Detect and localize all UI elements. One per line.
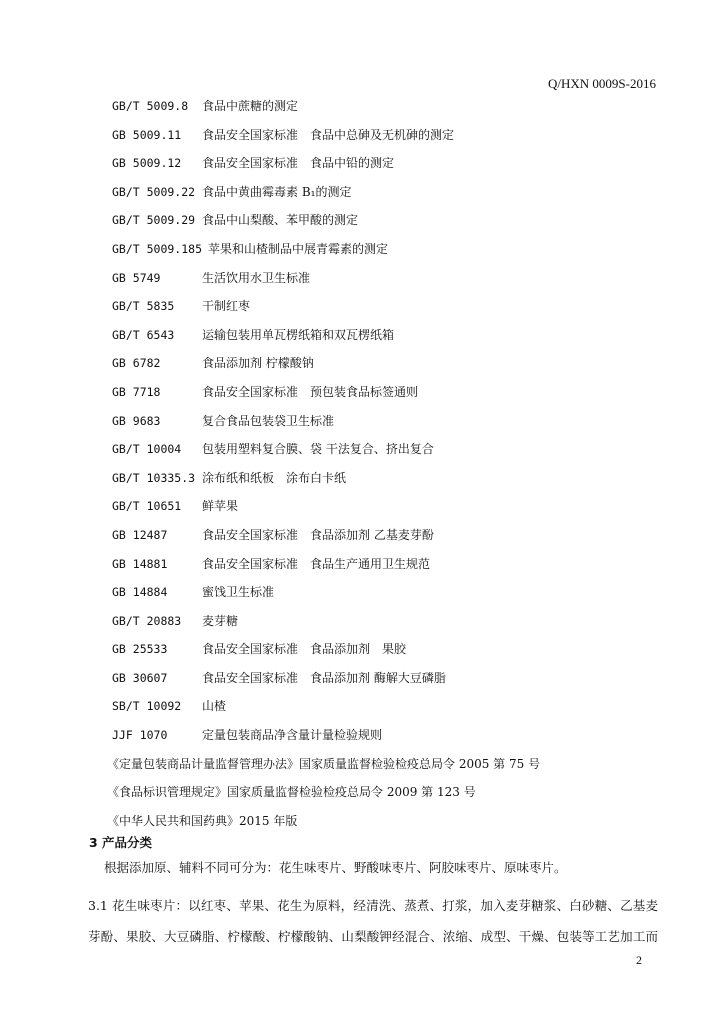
paragraph-line: 3.1 花生味枣片：以红枣、苹果、花生为原料，经清洗、蒸煮、打浆，加入麦芽糖浆、白砂糖、乙基麦	[88, 898, 658, 913]
reference-row	[0, 407, 724, 436]
reference-code: GB/T 5009.29	[112, 213, 196, 228]
reference-code: GB 5749	[112, 270, 161, 285]
paragraph-line: 芽酚、果胶、大豆磷脂、柠檬酸、柠檬酸钠、山梨酸钾经混合、浓缩、成型、干燥、包装等工艺加工而	[88, 929, 658, 944]
reference-code: GB 14884	[112, 585, 168, 600]
reference-row	[0, 349, 724, 378]
reference-code: GB/T 10651	[112, 499, 182, 514]
reference-row	[0, 121, 724, 150]
reference-row	[0, 521, 724, 550]
reference-row	[0, 692, 724, 721]
reference-code: GB 6782	[112, 356, 161, 371]
reference-title: 食品中黄曲霉毒素 B₁的测定	[202, 184, 352, 199]
reference-code: GB 7718	[112, 384, 161, 399]
reference-title: 食品添加剂 柠檬酸钠	[202, 356, 314, 371]
reference-row	[0, 149, 724, 178]
reference-row	[0, 292, 724, 321]
reference-title: 食品安全国家标准 食品添加剂 果胶	[202, 642, 407, 657]
reference-code: GB 25533	[112, 642, 168, 657]
reference-code: GB/T 10335.3	[112, 470, 196, 485]
reference-title: 涂布纸和纸板 涂布白卡纸	[202, 470, 347, 485]
page-number: 2	[636, 953, 642, 967]
normative-references	[0, 92, 724, 835]
reference-row	[0, 178, 724, 207]
reference-row	[0, 492, 724, 521]
classification-intro: 根据添加原、辅料不同可分为：花生味枣片、野酸味枣片、阿胶味枣片、原味枣片。	[104, 860, 567, 875]
reference-title: 食品安全国家标准 食品添加剂 乙基麦芽酚	[202, 527, 434, 542]
reference-title: 生活饮用水卫生标准	[202, 270, 311, 285]
reference-title: 苹果和山楂制品中展青霉素的测定	[208, 241, 389, 256]
reference-code: GB/T 5835	[112, 299, 175, 314]
reference-row	[0, 664, 724, 693]
reference-code: JJF 1070	[112, 728, 168, 743]
reference-row	[0, 464, 724, 493]
regulation-text: 《食品标识管理规定》国家质量监督检验检疫总局令 2009 第 123 号	[107, 785, 476, 800]
section-heading: 3 产品分类	[89, 835, 153, 850]
reference-code: GB 5009.12	[112, 156, 182, 171]
reference-code: SB/T 10092	[112, 699, 182, 714]
reference-code: GB 5009.11	[112, 127, 182, 142]
reference-code: GB/T 10004	[112, 442, 182, 457]
reference-title: 干制红枣	[202, 299, 251, 314]
reference-title: 食品安全国家标准 食品中总砷及无机砷的测定	[202, 127, 455, 142]
reference-title: 食品安全国家标准 食品中铅的测定	[202, 156, 395, 171]
reference-title: 山楂	[202, 699, 227, 714]
reference-code: GB/T 5009.185	[112, 241, 203, 256]
reference-title: 定量包装商品净含量计量检验规则	[202, 728, 383, 743]
reference-row	[0, 378, 724, 407]
reference-title: 食品安全国家标准 食品添加剂 酶解大豆磷脂	[202, 670, 446, 685]
reference-row	[0, 435, 724, 464]
reference-title: 复合食品包装袋卫生标准	[202, 413, 335, 428]
reference-code: GB/T 5009.8	[112, 99, 189, 113]
reference-code: GB 12487	[112, 527, 168, 542]
reference-row	[0, 550, 724, 579]
reference-code: GB/T 20883	[112, 613, 182, 628]
reference-row	[0, 92, 724, 121]
regulation-text: 《定量包装商品计量监督管理办法》国家质量监督检验检疫总局令 2005 第 75 号	[107, 756, 541, 771]
reference-title: 食品中山梨酸、苯甲酸的测定	[202, 213, 359, 228]
reference-title: 食品中蔗糖的测定	[202, 99, 299, 113]
regulation-text: 《中华人民共和国药典》2015 年版	[107, 813, 298, 828]
reference-title: 食品安全国家标准 预包装食品标签通则	[202, 384, 419, 399]
reference-code: GB 14881	[112, 556, 168, 571]
reference-row	[0, 206, 724, 235]
regulation-row	[0, 778, 724, 807]
reference-title: 鲜苹果	[202, 499, 239, 514]
reference-row	[0, 264, 724, 293]
reference-row	[0, 321, 724, 350]
reference-row	[0, 578, 724, 607]
regulation-row	[0, 807, 724, 836]
classification-item	[88, 890, 658, 952]
standard-code: Q/HXN 0009S-2016	[548, 76, 656, 91]
reference-title: 食品安全国家标准 食品生产通用卫生规范	[202, 556, 431, 571]
regulation-row	[0, 750, 724, 779]
reference-title: 运输包装用单瓦楞纸箱和双瓦楞纸箱	[202, 327, 395, 342]
reference-code: GB/T 6543	[112, 327, 175, 342]
reference-row	[0, 235, 724, 264]
reference-row	[0, 721, 724, 750]
reference-title: 包装用塑料复合膜、袋 干法复合、挤出复合	[202, 442, 434, 457]
reference-title: 麦芽糖	[202, 613, 239, 628]
reference-row	[0, 607, 724, 636]
reference-code: GB/T 5009.22	[112, 184, 196, 199]
reference-title: 蜜饯卫生标准	[202, 585, 275, 600]
reference-row	[0, 635, 724, 664]
reference-code: GB 30607	[112, 670, 168, 685]
reference-code: GB 9683	[112, 413, 161, 428]
